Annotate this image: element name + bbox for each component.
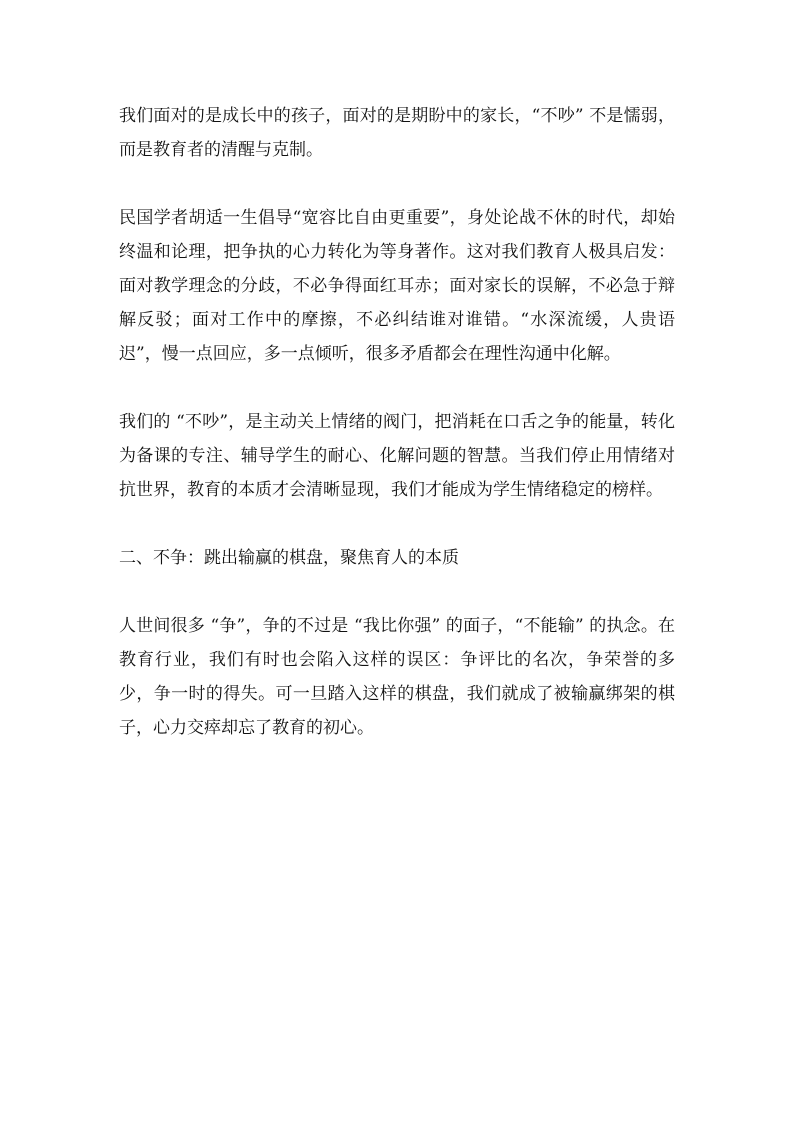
- paragraph-hu-shi: 民国学者胡适一生倡导“宽容比自由更重要”，身处论战不休的时代，却始终温和论理，把争执的心力转化为等身著作。这对我们教育人极具启发：面对教学理念的分歧，不必争得面红耳赤；面对家长的误解，不必急于辩解反驳；面对工作中的摩擦，不必纠结谁对谁错。“水深流缓，人贵语迟”，慢一点回应，多一点倾听，很多矛盾都会在理性沟通中化解。: [119, 208, 675, 364]
- paragraph-emotion-valve: 我们的 “不吵”，是主动关上情绪的阀门，把消耗在口舌之争的能量，转化为备课的专注、辅导学生的耐心、化解问题的智慧。当我们停止用情绪对抗世界，教育的本质才会清晰显现，我们才能成为学生情绪稳定的榜样。: [119, 412, 675, 500]
- paragraph-compete-misconception: 人世间很多 “争”，争的不过是 “我比你强” 的面子，“不能输” 的执念。在教育行业，我们有时也会陷入这样的误区：争评比的名次，争荣誉的多少，争一时的得失。可一旦踏入这样的棋盘，我们就成了被输赢绑架的棋子，心力交瘁却忘了教育的初心。: [119, 616, 675, 738]
- section-heading-not-compete: 二、不争：跳出输赢的棋盘，聚焦育人的本质: [119, 548, 459, 568]
- paragraph-not-quarrel-intro: 我们面对的是成长中的孩子，面对的是期盼中的家长，“不吵” 不是懦弱，而是教育者的清醒与克制。: [119, 106, 675, 160]
- document-body: [119, 99, 675, 779]
